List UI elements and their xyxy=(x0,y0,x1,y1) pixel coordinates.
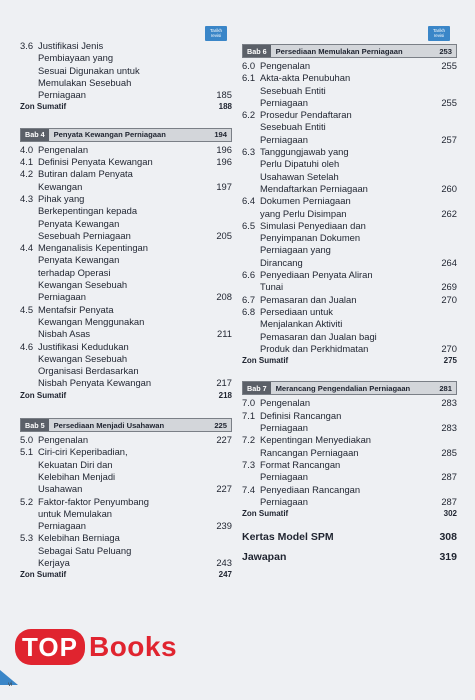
page-number: vi xyxy=(8,682,13,688)
entry-title xyxy=(38,40,210,101)
entry-page: 308 xyxy=(439,531,457,544)
entry-page: 262 xyxy=(441,207,457,219)
entry-title xyxy=(38,341,210,390)
entry-title xyxy=(260,109,435,146)
entry-page: 264 xyxy=(441,256,457,268)
entry-title-line: Faktor-faktor Penyumbang xyxy=(38,495,149,507)
entry-title xyxy=(260,269,435,294)
entry-title-line: Perniagaan xyxy=(38,89,86,101)
bab-7-header[interactable] xyxy=(242,381,457,395)
entry-label: Kertas Model SPM xyxy=(242,531,334,544)
right-column xyxy=(242,44,457,564)
toc-entry[interactable] xyxy=(242,195,457,220)
bab-5-header[interactable] xyxy=(20,418,232,432)
entry-title-line: Butiran dalam Penyata xyxy=(38,168,133,180)
entry-page: 227 xyxy=(216,483,232,495)
entry-title xyxy=(260,397,435,409)
bab-7-entries xyxy=(242,397,457,520)
bab-5-entries xyxy=(20,434,232,582)
entry-page: 205 xyxy=(216,229,232,241)
entry-page: 283 xyxy=(441,422,457,434)
left-column xyxy=(20,40,232,582)
entry-title xyxy=(38,144,210,156)
toc-entry[interactable] xyxy=(20,156,232,168)
entry-title-line: Pembiayaan yang xyxy=(38,52,114,64)
entry-title-line: Menjalankan Aktiviti xyxy=(260,318,343,330)
toc-entry[interactable] xyxy=(20,304,232,341)
toc-entry[interactable] xyxy=(242,410,457,435)
entry-title-line: Perniagaan xyxy=(38,520,86,532)
entry-title-line: Kewangan Sesebuah xyxy=(38,279,128,291)
entry-title xyxy=(260,410,435,435)
entry-number: 4.3 xyxy=(20,192,34,204)
entry-number: 7.1 xyxy=(242,409,256,421)
toc-entry[interactable] xyxy=(242,484,457,509)
entry-page: 257 xyxy=(441,133,457,145)
entry-title-line: Perniagaan xyxy=(260,96,308,108)
entry-title-line: Pengenalan xyxy=(260,397,311,409)
entry-title-line: Mendaftarkan Perniagaan xyxy=(260,182,368,194)
entry-title-line: Penyediaan Rancangan xyxy=(260,483,361,495)
zon-sumatif-entry[interactable] xyxy=(20,101,232,113)
entry-title-line: untuk Memulakan xyxy=(38,507,112,519)
entry-title-line: Perniagaan xyxy=(260,471,308,483)
entry-title-line: Ciri-ciri Keperibadian, xyxy=(38,446,128,458)
entry-page: 196 xyxy=(216,156,232,168)
bab-6-block xyxy=(242,44,457,367)
entry-title xyxy=(260,220,435,269)
entry-title-line: Definisi Penyata Kewangan xyxy=(38,156,153,168)
entry-label: Jawapan xyxy=(242,551,287,564)
entry-page: 255 xyxy=(441,96,457,108)
entry-page: 270 xyxy=(441,293,457,305)
bab-page: 194 xyxy=(214,130,227,140)
entry-title-line: Perlu Dipatuhi oleh xyxy=(260,158,340,170)
entry-page: 218 xyxy=(218,390,232,400)
entry-title: Zon Sumatif xyxy=(20,102,67,112)
entry-title-line: Organisasi Berdasarkan xyxy=(38,365,139,377)
entry-title: Zon Sumatif xyxy=(242,509,289,519)
entry-title-line: Dokumen Perniagaan xyxy=(260,195,351,207)
bab-title: Merancang Pengendalian Perniagaan xyxy=(275,383,411,393)
toc-entry[interactable] xyxy=(242,72,457,109)
entry-title xyxy=(260,294,435,306)
entry-page: 196 xyxy=(216,143,232,155)
entry-title-line: Nisbah Penyata Kewangan xyxy=(38,377,152,389)
toc-entry[interactable] xyxy=(20,144,232,156)
entry-title-line: Penyata Kewangan xyxy=(38,217,120,229)
entry-number: 4.4 xyxy=(20,242,34,254)
entry-title xyxy=(260,195,435,220)
toc-entry[interactable] xyxy=(242,269,457,294)
entry-number: 6.1 xyxy=(242,72,256,84)
entry-title xyxy=(38,304,210,341)
entry-page: 260 xyxy=(441,182,457,194)
entry-title-line: Tunai xyxy=(260,281,284,293)
entry-page: 269 xyxy=(441,281,457,293)
kertas-model-spm-entry[interactable] xyxy=(242,530,457,544)
toc-entry[interactable] xyxy=(242,146,457,195)
entry-page: 319 xyxy=(439,551,457,564)
entry-page: 197 xyxy=(216,180,232,192)
entry-page: 227 xyxy=(216,434,232,446)
bab-7-block xyxy=(242,381,457,520)
bab-title: Persediaan Menjadi Usahawan xyxy=(53,420,165,430)
entry-title: Zon Sumatif xyxy=(242,356,289,366)
entry-title xyxy=(260,306,435,355)
entry-title-line: Perniagaan xyxy=(260,133,308,145)
entry-title-line: Memulakan Sesebuah xyxy=(38,76,132,88)
entry-title-line: Perniagaan yang xyxy=(260,244,331,256)
logo-books: Books xyxy=(88,631,178,662)
entry-title-line: Penyimpanan Dokumen xyxy=(260,232,361,244)
entry-title xyxy=(260,146,435,195)
entry-title-line: Kerjaya xyxy=(38,556,70,568)
entry-page: 283 xyxy=(441,397,457,409)
entry-number: 4.0 xyxy=(20,143,34,155)
entry-title-line: Akta-akta Penubuhan xyxy=(260,72,351,84)
entry-page: 208 xyxy=(216,291,232,303)
toc-entry[interactable] xyxy=(20,532,232,569)
entry-page: 243 xyxy=(216,556,232,568)
entry-page: 302 xyxy=(443,509,457,519)
entry-title-line: Sesuai Digunakan untuk xyxy=(38,64,140,76)
topbooks-logo xyxy=(15,627,177,667)
toc-entry[interactable] xyxy=(20,242,232,303)
entry-title: Zon Sumatif xyxy=(20,390,67,400)
entry-title xyxy=(38,168,210,193)
bab-page: 225 xyxy=(214,420,227,430)
entry-title xyxy=(38,242,210,303)
entry-title-line: Pemasaran dan Jualan bagi xyxy=(260,330,377,342)
entry-title-line: Tanggungjawab yang xyxy=(260,146,349,158)
entry-number: 4.5 xyxy=(20,303,34,315)
entry-title-line: Pihak yang xyxy=(38,192,85,204)
bab-page: 281 xyxy=(439,383,452,393)
entry-number: 7.3 xyxy=(242,458,256,470)
zon-sumatif-entry[interactable] xyxy=(20,390,232,402)
zon-sumatif-entry[interactable] xyxy=(242,508,457,520)
entry-number: 6.5 xyxy=(242,219,256,231)
entry-number: 4.6 xyxy=(20,340,34,352)
toc-entry[interactable] xyxy=(242,109,457,146)
toc-entry[interactable] xyxy=(20,168,232,193)
entry-title-line: yang Perlu Disimpan xyxy=(260,207,347,219)
entry-title-line: Definisi Rancangan xyxy=(260,409,342,421)
entry-title xyxy=(260,484,435,509)
logo-top: TOP xyxy=(15,629,85,665)
entry-page: 287 xyxy=(441,495,457,507)
toc-entry[interactable] xyxy=(20,341,232,390)
bab-label: Bab 7 xyxy=(243,382,271,394)
toc-entry[interactable] xyxy=(20,40,232,101)
entry-title-line: Dirancang xyxy=(260,256,303,268)
entry-number: 6.0 xyxy=(242,60,256,71)
entry-title-line: Perniagaan xyxy=(38,291,86,303)
entry-title xyxy=(38,193,210,242)
bab-6-entries xyxy=(242,60,457,367)
entry-title-line: Kewangan Menggunakan xyxy=(38,315,145,327)
entry-page: 217 xyxy=(216,377,232,389)
bab-label: Bab 4 xyxy=(21,129,49,141)
entry-title xyxy=(260,459,435,484)
entry-title xyxy=(260,72,435,109)
entry-title-line: Pengenalan xyxy=(38,143,89,155)
entry-number: 6.6 xyxy=(242,269,256,281)
entry-title-line: Berkepentingan kepada xyxy=(38,205,138,217)
toc-entry[interactable] xyxy=(242,459,457,484)
entry-number: 5.1 xyxy=(20,446,34,458)
entry-title-line: Kewangan Sesebuah xyxy=(38,352,128,364)
entry-title-line: Penyediaan Penyata Aliran xyxy=(260,269,373,281)
toc-entry[interactable] xyxy=(242,397,457,409)
entry-number: 6.8 xyxy=(242,305,256,317)
entry-title-line: Justifikasi Kedudukan xyxy=(38,340,129,352)
entry-number: 5.3 xyxy=(20,532,34,544)
bab-4-entries xyxy=(20,144,232,402)
zon-sumatif-entry[interactable] xyxy=(20,569,232,581)
left-top-entries xyxy=(20,40,232,114)
entry-number: 7.2 xyxy=(242,434,256,446)
entry-title-line: Pengenalan xyxy=(38,434,89,446)
bab-5-block xyxy=(20,418,232,582)
jawapan-entry[interactable] xyxy=(242,550,457,564)
entry-title xyxy=(38,532,210,569)
entry-title-line: Sesebuah Entiti xyxy=(260,121,326,133)
bab-page: 253 xyxy=(439,46,452,56)
entry-title-line: Persediaan untuk xyxy=(260,305,333,317)
entry-page: 287 xyxy=(441,471,457,483)
entry-title: Zon Sumatif xyxy=(20,570,67,580)
entry-page: 188 xyxy=(218,102,232,112)
entry-number: 4.1 xyxy=(20,156,34,168)
entry-title-line: Mentafsir Penyata xyxy=(38,303,114,315)
entry-title-line: Kewangan xyxy=(38,180,83,192)
entry-title-line: Menganalisis Kepentingan xyxy=(38,242,148,254)
entry-title-line: Kekuatan Diri dan xyxy=(38,458,113,470)
bab-4-block xyxy=(20,128,232,402)
entry-number: 3.6 xyxy=(20,40,34,51)
bab-title: Persediaan Memulakan Perniagaan xyxy=(275,46,403,56)
entry-page: 211 xyxy=(217,328,232,340)
entry-number: 7.0 xyxy=(242,397,256,409)
entry-page: 255 xyxy=(441,60,457,71)
zon-sumatif-entry[interactable] xyxy=(242,355,457,367)
entry-title-line: Kelebihan Menjadi xyxy=(38,470,116,482)
entry-page: 275 xyxy=(443,356,457,366)
entry-title-line: Format Rancangan xyxy=(260,458,341,470)
entry-title-line: Simulasi Penyediaan dan xyxy=(260,219,366,231)
entry-number: 6.2 xyxy=(242,109,256,121)
entry-page: 247 xyxy=(218,570,232,580)
entry-number: 6.7 xyxy=(242,293,256,305)
entry-title-line: Perniagaan xyxy=(260,495,308,507)
entry-title-line: Sebagai Satu Peluang xyxy=(38,544,132,556)
entry-title-line: Nisbah Asas xyxy=(38,328,91,340)
entry-title-line: Kelebihan Berniaga xyxy=(38,532,120,544)
entry-title xyxy=(38,156,210,168)
entry-title-line: terhadap Operasi xyxy=(38,266,111,278)
bab-label: Bab 6 xyxy=(243,45,271,57)
toc-entry[interactable] xyxy=(20,434,232,446)
entry-number: 5.0 xyxy=(20,434,34,446)
entry-title xyxy=(38,496,210,533)
entry-page: 239 xyxy=(216,520,232,532)
entry-number: 6.4 xyxy=(242,195,256,207)
entry-title-line: Rancangan Perniagaan xyxy=(260,446,359,458)
toc-entry[interactable] xyxy=(242,294,457,306)
entry-number: 7.4 xyxy=(242,483,256,495)
entry-number: 4.2 xyxy=(20,168,34,180)
entry-title-line: Produk dan Perkhidmatan xyxy=(260,342,369,354)
entry-title-line: Pemasaran dan Jualan xyxy=(260,293,357,305)
entry-title-line: Prosedur Pendaftaran xyxy=(260,109,352,121)
entry-title xyxy=(38,434,210,446)
entry-title-line: Usahawan Setelah xyxy=(260,170,339,182)
toc-entry[interactable] xyxy=(242,306,457,355)
bab-4-header[interactable] xyxy=(20,128,232,142)
entry-title xyxy=(38,446,210,495)
entry-title-line: Penyata Kewangan xyxy=(38,254,120,266)
entry-title-line: Sesebuah Entiti xyxy=(260,84,326,96)
toc-entry[interactable] xyxy=(20,193,232,242)
bab-title: Penyata Kewangan Perniagaan xyxy=(53,130,166,140)
extra-sections xyxy=(242,530,457,564)
entry-title-line: Kepentingan Menyediakan xyxy=(260,434,372,446)
toc-entry[interactable] xyxy=(20,446,232,495)
entry-page: 285 xyxy=(441,446,457,458)
entry-title xyxy=(260,60,435,72)
entry-page: 185 xyxy=(216,89,232,101)
entry-title-line: Perniagaan xyxy=(260,422,308,434)
tarikh-revisi-tag-right: Tarikh revisi xyxy=(428,26,450,41)
toc-entry[interactable] xyxy=(242,434,457,459)
toc-entry[interactable] xyxy=(242,60,457,72)
tarikh-revisi-tag-left: Tarikh revisi xyxy=(205,26,227,41)
entry-number: 5.2 xyxy=(20,495,34,507)
entry-title-line: Justifikasi Jenis xyxy=(38,40,104,51)
entry-number: 6.3 xyxy=(242,146,256,158)
bab-label: Bab 5 xyxy=(21,419,49,431)
entry-title-line: Usahawan xyxy=(38,483,83,495)
entry-title-line: Sesebuah Perniagaan xyxy=(38,229,131,241)
toc-entry[interactable] xyxy=(20,496,232,533)
toc-entry[interactable] xyxy=(242,220,457,269)
entry-title-line: Pengenalan xyxy=(260,60,311,71)
entry-page: 270 xyxy=(441,342,457,354)
entry-title xyxy=(260,434,435,459)
bab-6-header[interactable] xyxy=(242,44,457,58)
